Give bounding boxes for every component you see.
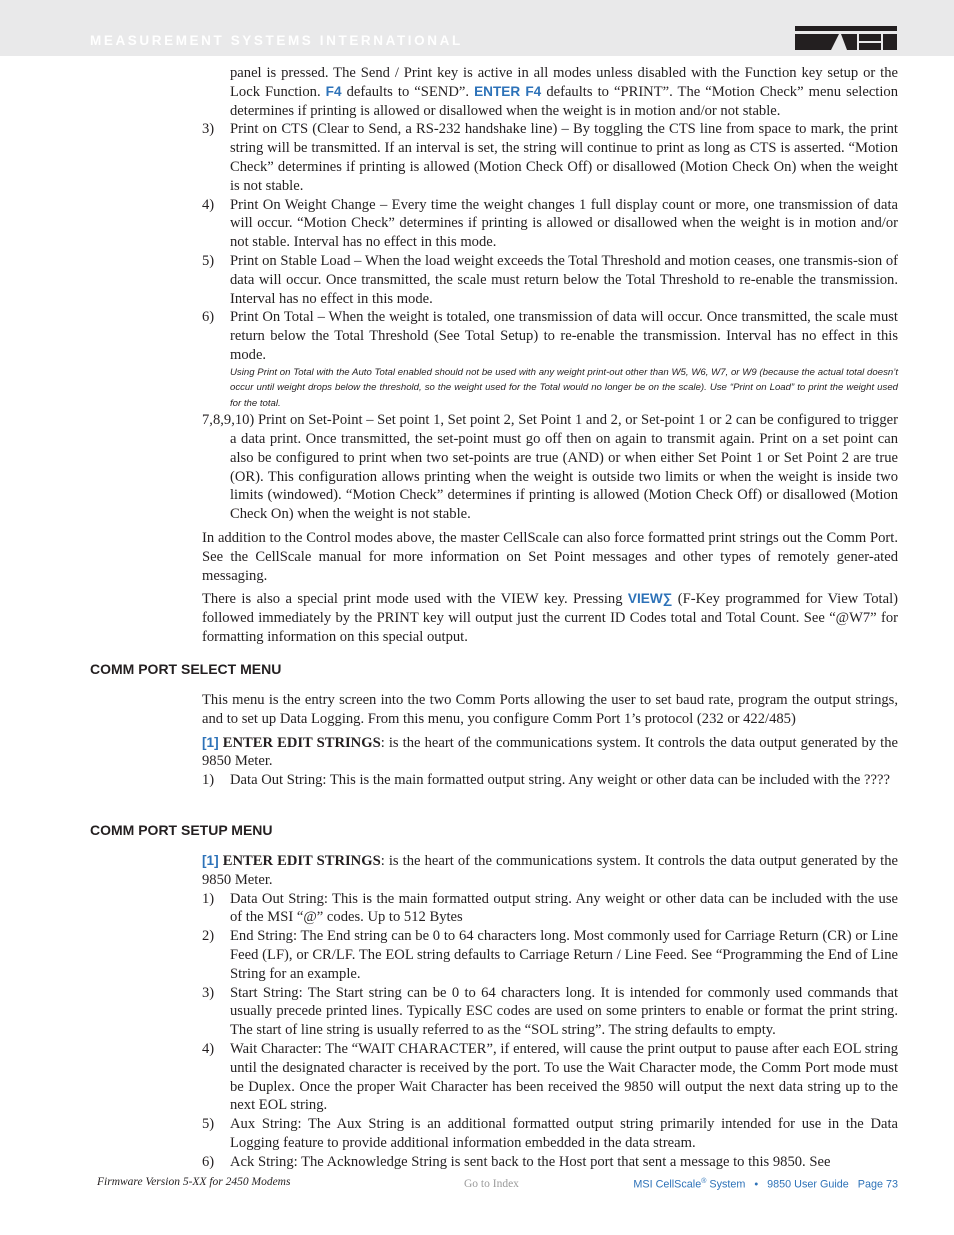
key-view: VIEW∑	[627, 591, 673, 607]
print-on-total-note: Using Print on Total with the Auto Total enabled should not be used with any weight print-out other than W5, W6, W7, or W9 (because the actual total doesn’t occur until weight drops below the threshold, so the weight used for the Total would no longer be on the scale). Use “Print on Load” to print the weight used for the total.	[230, 366, 898, 409]
list-item	[202, 1040, 898, 1115]
set-point-item	[202, 411, 898, 524]
enter-edit-strings-text: : is the heart of the communications system. It controls the data output generated by the 9850 Meter.	[202, 734, 898, 770]
footer-brand: MSI CellScale	[633, 1178, 702, 1191]
item-number: 4)	[202, 196, 215, 213]
view-text-b: (F-Key programmed for View Total) followed immediately by the PRINT key will output just the current ID Codes total and Total Count. See “@W7” for formatting information on this special output.	[202, 591, 898, 646]
comm-port-setup-body	[202, 852, 898, 1172]
item-text: Aux String: The Aux String is an additional formatted output string primarily intended for use in the Data Logging feature to provide additional information embedded in the data stream.	[230, 1116, 898, 1151]
item-number: 7,8,9,10)	[202, 412, 255, 429]
print-key-paragraph	[202, 64, 898, 120]
select-enter-edit-strings	[202, 734, 898, 772]
item-text: Print on Stable Load – When the load weight exceeds the Total Threshold and motion ceases, one transmis-sion of data will occur. Once transmitted, the scale must return below the Total Threshold to re-enable the transmission. Interval has no effect in this mode.	[230, 252, 898, 307]
section-title-comm-port-setup: COMM PORT SETUP MENU	[90, 822, 273, 838]
item-number: 3)	[202, 984, 215, 1001]
intro-text-a: panel is pressed. The Send / Print key is active in all modes unless disabled with the Function key setup or the Lock Function.	[230, 65, 898, 100]
item-text: Print on CTS (Clear to Send, a RS-232 handshake line) – By toggling the CTS line from space to mark, the print string will be transmitted. If an interval is set, the string will continue to print as long as CTS is asserted. “Motion Check” determines if printing is allowed (Motion Check Off) or disallowed (Motion Check On) when the weight is not stable.	[230, 121, 898, 194]
item-text: Data Out String: This is the main formatted output string. Any weight or other data can be included with the use of the MSI “@” codes. Up to 512 Bytes	[230, 890, 898, 926]
list-item	[202, 771, 898, 790]
item-text: Ack String: The Acknowledge String is sent back to the Host port that sent a message to this 9850. See	[230, 1153, 831, 1170]
item-number: 4)	[202, 1040, 215, 1057]
key-1: [1]	[202, 734, 219, 750]
key-f4: F4	[325, 83, 342, 99]
select-intro: This menu is the entry screen into the two Comm Ports allowing the user to set baud rate, program the output strings, and to set up Data Logging. From this menu, you configure Comm Port 1’s protocol (232 or 422/485)	[202, 692, 898, 727]
item-text: Print On Weight Change – Every time the weight changes 1 full display count or more, one transmission of data will occur. “Motion Check” determines if printing is allowed or disallowed when the weight is in motion and/or not stable. Interval has no effect in this mode.	[230, 196, 898, 251]
item-number: 1)	[202, 772, 215, 789]
comm-port-select-body	[202, 691, 898, 790]
intro-text-b: defaults to “SEND”.	[346, 83, 470, 100]
item-number: 6)	[202, 1153, 215, 1170]
list-item	[202, 984, 898, 1040]
key-enter-f4: ENTER F4	[474, 83, 542, 99]
setup-enter-edit-strings	[202, 852, 898, 890]
list-item	[202, 1153, 898, 1172]
list-item	[202, 1115, 898, 1153]
enter-edit-strings-label: ENTER EDIT STRINGS	[222, 734, 381, 751]
registered-mark: ®	[701, 1178, 707, 1185]
item-number: 2)	[202, 928, 215, 945]
list-item	[202, 927, 898, 983]
page-header	[0, 0, 954, 56]
item-text: Print On Total – When the weight is totaled, one transmission of data will occur. Once transmitted, the scale must return below the Total Threshold (See Total Setup) to re-enable the transmission. Interval has no effect in this mode.	[230, 309, 898, 363]
control-modes-paragraph: In addition to the Control modes above, the master CellScale can also force formatted print strings out the Comm Port. See the CellScale manual for more information on Set Point messages and other types of remotely gener-ated messaging.	[202, 530, 898, 584]
item-number: 6)	[202, 309, 215, 326]
item-number: 5)	[202, 1116, 215, 1133]
list-item	[202, 120, 898, 195]
item-text: Print on Set-Point – Set point 1, Set point 2, Set Point 1 and 2, or Set-point 1 or 2 can be configured to trigger a data print. Once transmitted, the set-point must go off then on again to transmit again. Print on a set point can also be configured to print when two set-points are true (AND) or when either Set Point 1 or Set Point 2 are true (OR). This configuration allows printing when the weight is outside two limits or when the weight is inside two limits (windowed). “Motion Check” determines if printing is allowed (Motion Check Off) or disallowed (Motion Check On) when the weight is not stable.	[230, 412, 898, 523]
page-body	[202, 64, 898, 647]
go-to-index-link[interactable]: Go to Index	[464, 1178, 519, 1190]
item-text: Wait Character: The “WAIT CHARACTER”, if entered, will cause the print output to pause after each EOL string until the designated character is received by the port. To use the Wait Character mode, the Comm Port mode must be Duplex. Once the proper Wait Character has been received the 9850 will output the next data string up to the next EOL string.	[230, 1040, 898, 1114]
list-item	[202, 308, 898, 364]
item-number: 1)	[202, 890, 215, 907]
footer-guide-page: System • 9850 User Guide Page 73	[706, 1178, 898, 1191]
item-text: Start String: The Start string can be 0 to 64 characters long. It is intended for commonly used commands that usually precede printed lines. Typically ESC codes are used on some printers to enable or format the print string. The start of line string is usually referred to as the “SOL string”. The string defaults to empty.	[230, 984, 898, 1039]
intro-text-c: defaults to “PRINT”. The “Motion Check” menu selection determines if printing is allowed or disallowed when the weight is in motion and/or not stable.	[230, 83, 899, 119]
view-mode-paragraph	[202, 590, 898, 646]
msi-logo	[795, 22, 897, 50]
enter-edit-strings-label: ENTER EDIT STRINGS	[222, 853, 381, 869]
enter-edit-strings-text: : is the heart of the communications system. It controls the data output generated by the 9850 Meter.	[202, 853, 898, 888]
key-1: [1]	[202, 853, 219, 868]
firmware-version: Firmware Version 5-XX for 2450 Modems	[97, 1176, 291, 1188]
list-item	[202, 252, 898, 308]
item-text: Data Out String: This is the main formatted output string. Any weight or other data can be included with the ????	[230, 772, 890, 789]
footer-page-info	[633, 1178, 898, 1191]
section-title-comm-port-select: COMM PORT SELECT MENU	[90, 661, 282, 677]
item-text: End String: The End string can be 0 to 64 characters long. Most commonly used for Carriage Return (CR) or Line Feed (LF), or CR/LF. The EOL string defaults to Carriage Return / Line Feed. See “Programming the End of Line String for an example.	[230, 928, 898, 982]
view-text-a: There is also a special print mode used with the VIEW key. Pressing	[202, 591, 623, 608]
item-number: 3)	[202, 121, 215, 138]
item-number: 5)	[202, 252, 215, 269]
list-item	[202, 196, 898, 252]
company-name: MEASUREMENT SYSTEMS INTERNATIONAL	[90, 33, 463, 48]
list-item	[202, 890, 898, 928]
